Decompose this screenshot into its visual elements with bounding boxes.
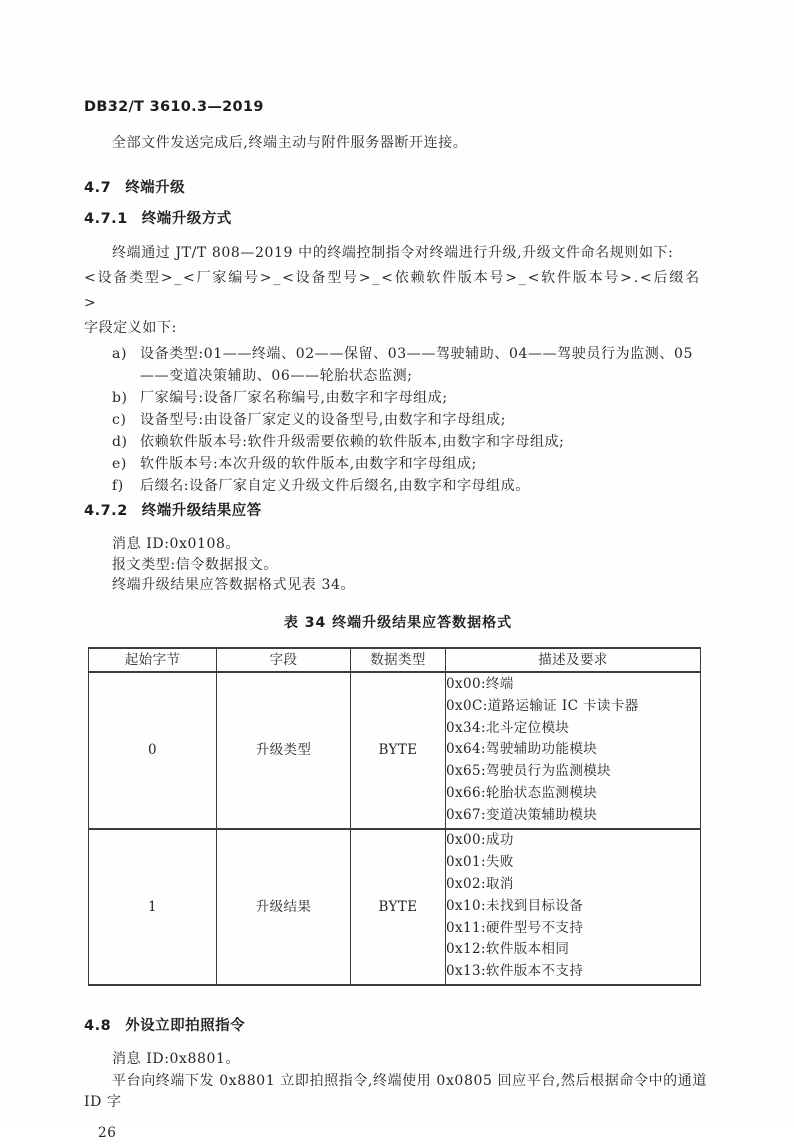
description-line: 0x34:北斗定位模块	[446, 719, 570, 736]
cell-data-type: BYTE	[351, 829, 446, 985]
list-item	[84, 431, 712, 453]
column-header-field: 字段	[217, 648, 351, 672]
section-number: 4.8	[84, 1017, 112, 1034]
section-heading-4-7	[84, 177, 712, 199]
message-id-line: 消息 ID:0x0108。	[112, 536, 241, 552]
section-title: 终端升级方式	[141, 211, 232, 227]
description-line: 0x64:驾驶辅助功能模块	[446, 741, 598, 758]
table-row	[89, 672, 701, 829]
list-item	[84, 409, 712, 431]
cell-description	[446, 672, 701, 829]
upgrade-method-paragraph: 终端通过 JT/T 808—2019 中的终端控制指令对终端进行升级,升级文件命名规则如下:	[112, 245, 674, 261]
list-marker: c)	[112, 412, 127, 428]
description-line: 0x66:轮胎状态监测模块	[446, 784, 598, 801]
cell-field: 升级类型	[217, 672, 351, 829]
list-marker: a)	[112, 346, 128, 362]
section-number: 4.7	[84, 180, 112, 196]
list-item-text: 设备型号:由设备厂家定义的设备型号,由数字和字母组成;	[140, 412, 507, 428]
column-header-start-byte: 起始字节	[89, 648, 217, 672]
list-marker: b)	[112, 390, 128, 406]
cell-start-byte: 1	[89, 829, 217, 985]
table-reference-line: 终端升级结果应答数据格式见表 34。	[112, 577, 356, 594]
description-line: 0x12:软件版本相同	[446, 941, 570, 958]
cell-data-type: BYTE	[351, 672, 446, 829]
list-item-text: 软件版本号:本次升级的软件版本,由数字和字母组成;	[140, 456, 477, 472]
description-line: 0x67:变道决策辅助模块	[446, 806, 598, 823]
list-item-text: 后缀名:设备厂家自定义升级文件后缀名,由数字和字母组成。	[140, 478, 530, 494]
list-item	[84, 387, 712, 409]
list-item	[84, 343, 712, 387]
fields-intro-line: 字段定义如下:	[84, 320, 177, 336]
table-header-row	[89, 648, 701, 672]
list-marker: d)	[112, 434, 128, 450]
description-line: 0x10:未找到目标设备	[446, 897, 584, 914]
list-item	[84, 453, 712, 475]
description-line: 0x11:硬件型号不支持	[446, 919, 584, 936]
description-line: 0x13:软件版本不支持	[446, 963, 584, 980]
filename-pattern-line: <设备类型>_<厂家编号>_<设备型号>_<依赖软件版本号>_<软件版本号>.<后缀名>	[84, 270, 701, 311]
cell-description	[446, 829, 701, 985]
cell-field: 升级结果	[217, 829, 351, 985]
section-4-7-1-body	[84, 241, 712, 341]
description-line: 0x0C:道路运输证 IC 卡读卡器	[446, 697, 639, 714]
description-line: 0x00:终端	[446, 675, 514, 692]
description-line: 0x02:取消	[446, 876, 514, 893]
section-4-7-2-body	[84, 534, 712, 596]
list-marker: e)	[112, 456, 127, 472]
table-row	[89, 829, 701, 985]
list-marker: f)	[112, 478, 124, 494]
page-content	[84, 96, 712, 1144]
section-heading-4-7-1	[84, 208, 712, 230]
message-id-line: 消息 ID:0x8801。	[112, 1050, 241, 1067]
column-header-description: 描述及要求	[446, 648, 701, 672]
page-number: 26	[98, 1124, 117, 1141]
column-header-data-type: 数据类型	[351, 648, 446, 672]
section-number: 4.7.2	[84, 503, 128, 519]
table-34-caption: 表 34 终端升级结果应答数据格式	[283, 614, 513, 631]
description-line: 0x00:成功	[446, 832, 514, 849]
section-heading-4-7-2	[84, 500, 712, 522]
cell-start-byte: 0	[89, 672, 217, 829]
section-title: 终端升级	[125, 180, 186, 196]
list-item-text: 厂家编号:设备厂家名称编号,由数字和字母组成;	[140, 390, 448, 406]
section-number: 4.7.1	[84, 211, 128, 227]
running-head: DB32/T 3610.3—2019	[84, 99, 264, 115]
list-item-text: 依赖软件版本号:软件升级需要依赖的软件版本,由数字和字母组成;	[140, 434, 565, 450]
section-title: 终端升级结果应答	[141, 503, 262, 519]
intro-paragraph: 全部文件发送完成后,终端主动与附件服务器断开连接。	[112, 135, 468, 151]
section-title: 外设立即拍照指令	[125, 1017, 246, 1034]
section-4-8-body	[84, 1049, 712, 1113]
table-34	[88, 647, 701, 986]
description-line: 0x65:驾驶员行为监测模块	[446, 763, 612, 780]
message-type-line: 报文类型:信令数据报文。	[112, 556, 278, 573]
list-item	[84, 475, 712, 497]
section-heading-4-8	[84, 1015, 712, 1037]
field-definition-list	[84, 343, 712, 497]
photo-command-paragraph: 平台向终端下发 0x8801 立即拍照指令,终端使用 0x0805 回应平台,然后根据命令中的通道 ID 字	[84, 1073, 707, 1110]
list-item-text: 设备类型:01——终端、02——保留、03——驾驶辅助、04——驾驶员行为监测、05——变道决策辅助、06——轮胎状态监测;	[140, 346, 693, 384]
description-line: 0x01:失败	[446, 854, 514, 871]
